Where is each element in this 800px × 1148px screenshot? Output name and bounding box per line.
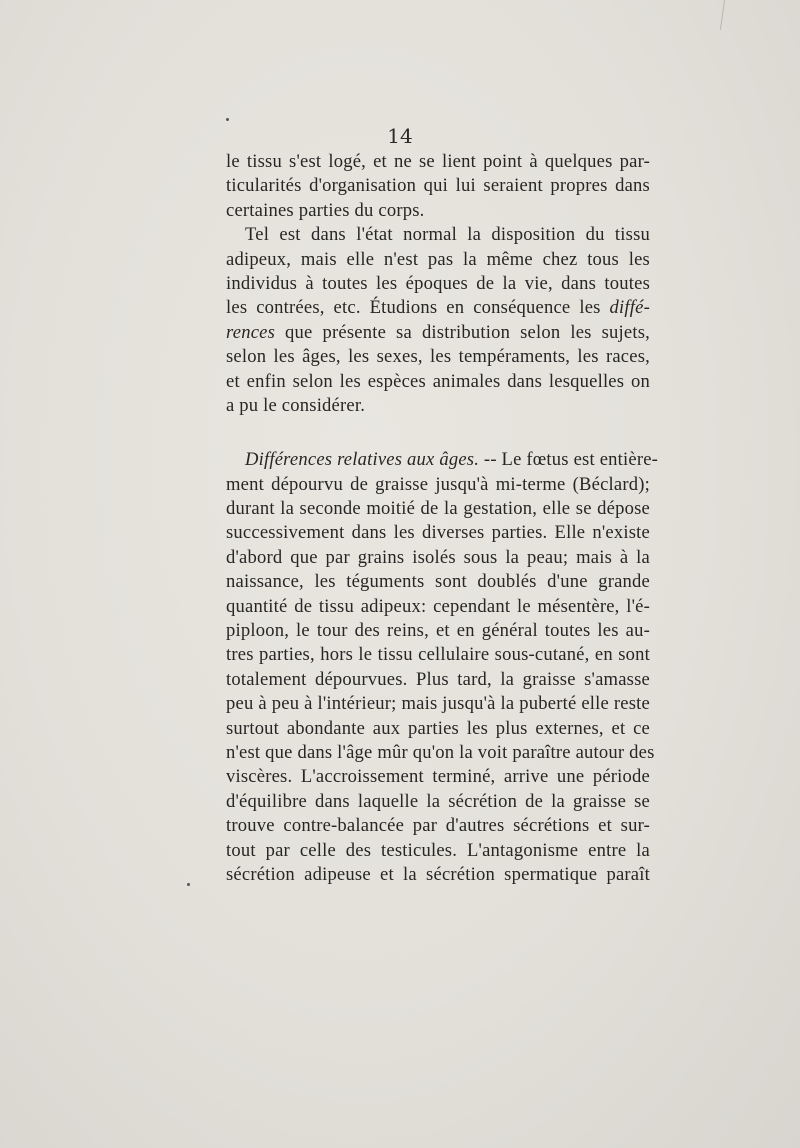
text-line: piploon, le tour des reins, et en général toutes les au-: [226, 620, 650, 642]
text-line: totalement dépourvues. Plus tard, la graisse s'amasse: [226, 668, 650, 690]
text-line: ment dépourvu de graisse jusqu'à mi-terme (Béclard);: [226, 473, 650, 495]
text-line: n'est que dans l'âge mûr qu'on la voit paraître autour des: [226, 741, 655, 763]
text-line: peu à peu à l'intérieur; mais jusqu'à la puberté elle reste: [226, 693, 650, 715]
text-line: les contrées, etc. Étudions en conséquence les diffé-: [226, 297, 650, 319]
text-line: Tel est dans l'état normal la disposition du tissu: [245, 224, 650, 246]
text-line: a pu le considérer.: [226, 394, 366, 416]
text-line: Différences relatives aux âges. -- Le fœtus est entière-: [245, 449, 659, 471]
text-line: tout par celle des testicules. L'antagonisme entre la: [226, 839, 650, 861]
section-heading: Différences relatives aux âges.: [245, 449, 480, 471]
text-line: et enfin selon les espèces animales dans lesquelles on: [226, 370, 650, 392]
ink-speck: [226, 118, 229, 121]
text-line: adipeux, mais elle n'est pas la même chez tous les: [226, 248, 650, 270]
text-line: d'abord que par grains isolés sous la peau; mais à la: [226, 546, 650, 568]
text-line: durant la seconde moitié de la gestation, elle se dépose: [226, 498, 650, 520]
text-line: trouve contre-balancée par d'autres sécrétions et sur-: [226, 815, 650, 837]
ink-speck: [187, 883, 190, 886]
text-line: le tissu s'est logé, et ne se lient point à quelques par-: [226, 151, 650, 172]
text-line: naissance, les téguments sont doublés d'une grande: [226, 571, 650, 593]
text-line: quantité de tissu adipeux: cependant le mésentère, l'é-: [226, 595, 650, 617]
text-line: individus à toutes les époques de la vie, dans toutes: [226, 272, 650, 294]
text-line: rences que présente sa distribution selon les sujets,: [226, 321, 650, 343]
italic-text: rences: [226, 321, 276, 343]
text-line: ticularités d'organisation qui lui seraient propres dans: [226, 175, 650, 197]
page-number: 14: [387, 124, 413, 148]
text-line: certaines parties du corps.: [226, 199, 425, 221]
body-text: [226, 150, 659, 887]
text-line: viscères. L'accroissement terminé, arrive une période: [226, 766, 650, 788]
paper-crease: [720, 0, 725, 30]
text-line: selon les âges, les sexes, les tempéraments, les races,: [226, 346, 650, 368]
text-line: sécrétion adipeuse et la sécrétion spermatique paraît: [226, 863, 650, 885]
text-line: d'équilibre dans laquelle la sécrétion de la graisse se: [226, 790, 650, 812]
text-line: tres parties, hors le tissu cellulaire sous-cutané, en sont: [226, 644, 650, 666]
italic-text: diffé-: [609, 297, 650, 319]
text-line: successivement dans les diverses parties. Elle n'existe: [226, 522, 650, 544]
text-line: surtout abondante aux parties les plus externes, et ce: [226, 717, 650, 739]
